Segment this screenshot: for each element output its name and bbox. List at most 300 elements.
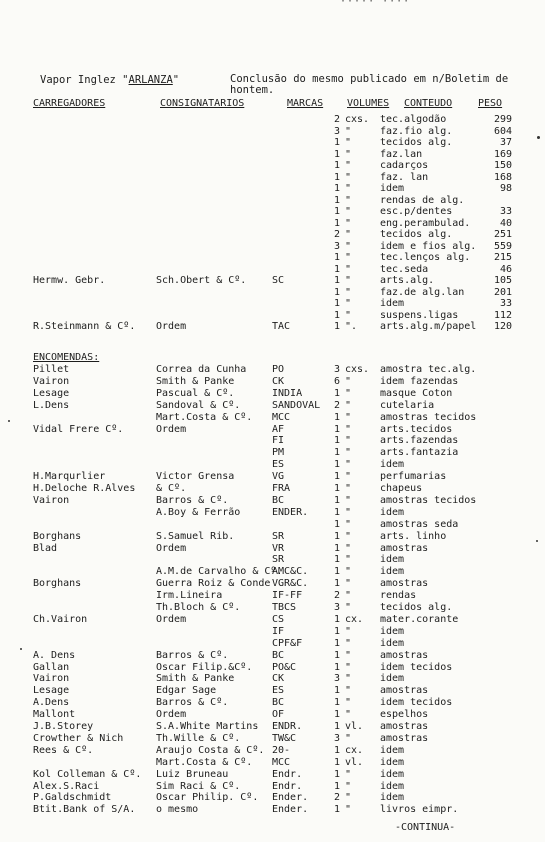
consignee-cell: Smith & Panke: [156, 375, 235, 387]
header-volumes: VOLUMES: [347, 98, 390, 109]
parcel-row: [0, 447, 545, 458]
content-cell: cutelaria: [380, 399, 435, 411]
cargo-row: [0, 195, 545, 206]
unit-cell: ": [345, 252, 352, 263]
unit-cell: ": [345, 229, 352, 240]
weight-cell: 559: [493, 240, 512, 252]
cargo-row: [0, 264, 545, 275]
unit-cell: ": [345, 459, 352, 471]
quantity-cell: 1: [333, 685, 340, 697]
quantity-cell: 3: [333, 602, 340, 613]
content-cell: amostras: [380, 649, 429, 661]
ink-speck: [537, 136, 540, 139]
quantity-cell: 1: [333, 661, 340, 673]
shipper-cell: Crowther & Nich: [33, 732, 124, 744]
quantity-cell: 1: [333, 286, 340, 298]
unit-cell: ": [345, 125, 352, 137]
parcel-row: [0, 566, 545, 577]
quantity-cell: 1: [333, 263, 340, 275]
marks-cell: TW&C: [272, 732, 297, 744]
quantity-cell: 1: [333, 183, 340, 194]
quantity-cell: 1: [333, 578, 340, 590]
unit-cell: ": [345, 625, 352, 637]
unit-cell: ": [345, 298, 352, 309]
parcel-row: [0, 792, 545, 803]
content-cell: livros eimpr.: [380, 804, 459, 816]
marks-cell: Ender.: [272, 804, 309, 816]
consignee-cell: Correa da Cunha: [156, 364, 247, 375]
marks-cell: FI: [272, 435, 285, 447]
quantity-cell: 1: [333, 252, 340, 263]
marks-cell: ENDR.: [272, 721, 303, 732]
quantity-cell: 1: [333, 171, 340, 183]
weight-cell: 604: [493, 125, 512, 137]
vessel-suffix: ": [172, 74, 180, 86]
unit-cell: ": [345, 804, 352, 816]
quantity-cell: 1: [333, 518, 340, 530]
weight-cell: 98: [499, 183, 512, 194]
shipper-cell: A.Dens: [33, 697, 70, 709]
shipper-cell: Vidal Frere Cº.: [33, 423, 124, 435]
parcel-row: [0, 578, 545, 589]
marks-cell: MCC: [272, 756, 291, 768]
marks-cell: INDIA: [272, 387, 303, 399]
unit-cell: ": [345, 447, 352, 459]
shipper-cell: Pillet: [33, 364, 70, 375]
marks-cell: TBCS: [272, 602, 297, 613]
content-cell: idem tecidos: [380, 697, 453, 709]
marks-cell: CS: [272, 613, 285, 625]
continua-label: -CONTINUA-: [395, 822, 456, 833]
unit-cell: ": [345, 435, 352, 447]
consignee-cell: Oscar Filip.&Cº.: [156, 661, 253, 673]
parcel-row: [0, 435, 545, 446]
parcel-row: [0, 400, 545, 411]
quantity-cell: 1: [333, 494, 340, 506]
content-cell: idem fazendas: [380, 375, 459, 387]
unit-cell: ": [345, 697, 352, 709]
parcel-row: [0, 673, 545, 684]
quantity-cell: 1: [333, 721, 340, 732]
quantity-cell: 1: [333, 160, 340, 171]
shipper-cell: R.Steinmann & Cº.: [33, 321, 136, 332]
consignee-cell: Luiz Bruneau: [156, 768, 229, 780]
unit-cell: ": [345, 183, 352, 194]
weight-cell: 169: [493, 148, 512, 160]
quantity-cell: 3: [333, 732, 340, 744]
unit-cell: ": [345, 286, 352, 298]
marks-cell: Endr.: [272, 768, 303, 780]
parcel-row: [0, 769, 545, 780]
shipper-cell: Kol Colleman & Cº.: [33, 768, 142, 780]
marks-cell: BC: [272, 697, 285, 709]
cargo-row: [0, 172, 545, 183]
consignee-cell: Ordem: [156, 613, 187, 625]
parcel-row: [0, 554, 545, 565]
marks-cell: ENDER.: [272, 506, 309, 518]
content-cell: arts. linho: [380, 530, 447, 542]
quantity-cell: 1: [333, 649, 340, 661]
consignee-cell: Mart.Costa & Cº.: [156, 411, 253, 423]
consignee-cell: S.A.White Martins: [156, 721, 259, 732]
consignee-cell: & Cº.: [156, 483, 187, 494]
quantity-cell: 6: [333, 375, 340, 387]
parcel-row: [0, 721, 545, 732]
content-cell: amostra tec.alg.: [380, 364, 477, 375]
consignee-cell: Th.Wille & Cº.: [156, 732, 241, 744]
consignee-cell: Ordem: [156, 542, 187, 554]
unit-cell: ": [345, 387, 352, 399]
content-cell: masque Coton: [380, 387, 453, 399]
parcel-row: [0, 531, 545, 542]
shipper-cell: Borghans: [33, 530, 82, 542]
quantity-cell: 2: [333, 229, 340, 240]
ink-speck: [20, 648, 22, 650]
shipper-cell: Alex.S.Raci: [33, 780, 100, 792]
content-cell: eng.perambulad.: [380, 217, 471, 229]
unit-cell: ": [345, 649, 352, 661]
quantity-cell: 1: [333, 756, 340, 768]
marks-cell: AMC&C.: [272, 566, 309, 578]
consignee-cell: Araujo Costa & Cº.: [156, 744, 265, 756]
content-cell: idem tecidos: [380, 661, 453, 673]
unit-cell: ": [345, 792, 352, 804]
marks-cell: CK: [272, 375, 285, 387]
marks-cell: IF: [272, 625, 285, 637]
marks-cell: MCC: [272, 411, 291, 423]
quantity-cell: 1: [333, 423, 340, 435]
marks-cell: PO: [272, 364, 285, 375]
content-cell: tec.algodão: [380, 114, 447, 125]
content-cell: idem: [380, 744, 405, 756]
vessel-name: ARLANZA: [128, 74, 173, 86]
parcel-row: [0, 650, 545, 661]
unit-cell: ": [345, 530, 352, 542]
quantity-cell: 1: [333, 744, 340, 756]
unit-cell: ": [345, 673, 352, 685]
ink-speck: [8, 420, 10, 422]
quantity-cell: 1: [333, 506, 340, 518]
consignee-cell: Guerra Roiz & Conde: [156, 578, 271, 590]
shipper-cell: A. Dens: [33, 649, 76, 661]
content-cell: tecidos alg.: [380, 602, 453, 613]
marks-cell: 20-: [272, 744, 291, 756]
weight-cell: 46: [499, 263, 512, 275]
quantity-cell: 2: [333, 399, 340, 411]
consignee-cell: Th.Bloch & Cº.: [156, 602, 241, 613]
parcel-row: [0, 376, 545, 387]
parcel-row: [0, 733, 545, 744]
content-cell: rendas: [380, 590, 417, 602]
quantity-cell: 1: [333, 804, 340, 816]
vessel-prefix: Vapor Inglez ": [40, 74, 129, 86]
quantity-cell: 1: [333, 275, 340, 286]
cargo-row: [0, 218, 545, 229]
parcel-row: [0, 662, 545, 673]
consignee-cell: A.M.de Carvalho & Cº.: [156, 566, 283, 578]
quantity-cell: 1: [333, 206, 340, 217]
unit-cell: vl.: [345, 756, 364, 768]
quantity-cell: 3: [333, 673, 340, 685]
unit-cell: ": [345, 661, 352, 673]
unit-cell: ": [345, 483, 352, 494]
cargo-row: [0, 229, 545, 240]
consignee-cell: Ordem: [156, 709, 187, 721]
quantity-cell: 1: [333, 217, 340, 229]
weight-cell: 33: [499, 298, 512, 309]
unit-cell: ": [345, 137, 352, 148]
content-cell: mater.corante: [380, 613, 459, 625]
parcel-row: [0, 685, 545, 696]
content-cell: esc.p/dentes: [380, 206, 453, 217]
quantity-cell: 1: [333, 530, 340, 542]
parcel-row: [0, 745, 545, 756]
marks-cell: IF-FF: [272, 590, 303, 602]
content-cell: idem: [380, 768, 405, 780]
content-cell: idem: [380, 792, 405, 804]
quantity-cell: 1: [333, 471, 340, 483]
cargo-row: [0, 206, 545, 217]
unit-cell: ": [345, 148, 352, 160]
content-cell: rendas de alg.: [380, 194, 465, 206]
unit-cell: cx.: [345, 744, 364, 756]
content-cell: amostras: [380, 685, 429, 697]
quantity-cell: 2: [333, 114, 340, 125]
shipper-cell: Rees & Cº.: [33, 744, 94, 756]
quantity-cell: 1: [333, 613, 340, 625]
content-cell: idem e fios alg.: [380, 240, 477, 252]
parcel-row: [0, 709, 545, 720]
parcel-row: [0, 543, 545, 554]
parcel-row: [0, 364, 545, 375]
marks-cell: BC: [272, 494, 285, 506]
quantity-cell: 1: [333, 625, 340, 637]
content-cell: cadarços: [380, 160, 429, 171]
shipper-cell: Ch.Vairon: [33, 613, 88, 625]
content-cell: idem: [380, 756, 405, 768]
unit-cell: ": [345, 423, 352, 435]
quantity-cell: 1: [333, 148, 340, 160]
consignee-cell: Edgar Sage: [156, 685, 217, 697]
shipper-cell: H.Deloche R.Alves: [33, 483, 136, 494]
parcel-row: [0, 757, 545, 768]
marks-cell: ES: [272, 685, 285, 697]
shipper-cell: Hermw. Gebr.: [33, 275, 106, 286]
content-cell: tec.lenços alg.: [380, 252, 471, 263]
content-cell: amostras: [380, 578, 429, 590]
content-cell: idem: [380, 673, 405, 685]
unit-cell: cxs.: [345, 114, 370, 125]
quantity-cell: 1: [333, 411, 340, 423]
unit-cell: ": [345, 240, 352, 252]
content-cell: perfumarias: [380, 471, 447, 483]
marks-cell: PM: [272, 447, 285, 459]
unit-cell: ": [345, 375, 352, 387]
unit-cell: ": [345, 506, 352, 518]
unit-cell: ": [345, 309, 352, 321]
marks-cell: VG: [272, 471, 285, 483]
parcel-row: [0, 781, 545, 792]
weight-cell: 215: [493, 252, 512, 263]
unit-cell: ".: [345, 321, 358, 332]
ink-speck: [536, 540, 538, 542]
content-cell: chapeus: [380, 483, 423, 494]
shipper-cell: Lesage: [33, 685, 70, 697]
header-marks: MARCAS: [287, 98, 324, 109]
shipper-cell: Vairon: [33, 494, 70, 506]
unit-cell: ": [345, 554, 352, 566]
encomendas-label: ENCOMENDAS:: [33, 352, 100, 363]
cargo-row: [0, 321, 545, 332]
shipper-cell: Lesage: [33, 387, 70, 399]
content-cell: amostras tecidos: [380, 411, 477, 423]
quantity-cell: 1: [333, 435, 340, 447]
unit-cell: ": [345, 709, 352, 721]
marks-cell: CPF&F: [272, 637, 303, 649]
parcel-row: [0, 483, 545, 494]
unit-cell: ": [345, 518, 352, 530]
quantity-cell: 1: [333, 709, 340, 721]
content-cell: amostras: [380, 542, 429, 554]
cargo-row: [0, 252, 545, 263]
marks-cell: SR: [272, 554, 285, 566]
shipper-cell: Mallont: [33, 709, 76, 721]
quantity-cell: 1: [333, 447, 340, 459]
parcel-row: [0, 697, 545, 708]
header-consignees: CONSIGNATARIOS: [160, 98, 245, 109]
unit-cell: ": [345, 768, 352, 780]
marks-cell: TAC: [272, 321, 291, 332]
cargo-row: [0, 287, 545, 298]
parcel-row: [0, 804, 545, 815]
parcel-row: [0, 614, 545, 625]
consignee-cell: Irm.Lineira: [156, 590, 223, 602]
quantity-cell: 1: [333, 542, 340, 554]
weight-cell: 201: [493, 286, 512, 298]
weight-cell: 120: [493, 321, 512, 332]
unit-cell: ": [345, 275, 352, 286]
parcel-row: [0, 507, 545, 518]
weight-cell: 40: [499, 217, 512, 229]
cargo-row: [0, 310, 545, 321]
shipper-cell: Gallan: [33, 661, 70, 673]
unit-cell: ": [345, 217, 352, 229]
unit-cell: ": [345, 732, 352, 744]
unit-cell: cx.: [345, 613, 364, 625]
content-cell: arts.tecidos: [380, 423, 453, 435]
shipper-cell: Vairon: [33, 375, 70, 387]
quantity-cell: 1: [333, 637, 340, 649]
quantity-cell: 1: [333, 137, 340, 148]
consignee-cell: Sandoval & Cº.: [156, 399, 241, 411]
consignee-cell: Pascual & Cº.: [156, 387, 235, 399]
consignee-cell: Sim Raci & Cº.: [156, 780, 241, 792]
cargo-row: [0, 137, 545, 148]
quantity-cell: 1: [333, 387, 340, 399]
shipper-cell: L.Dens: [33, 399, 70, 411]
marks-cell: SANDOVAL: [272, 399, 321, 411]
content-cell: arts.alg.: [380, 275, 435, 286]
consignee-cell: o mesmo: [156, 804, 199, 816]
parcel-row: [0, 459, 545, 470]
parcel-row: [0, 388, 545, 399]
content-cell: faz. lan: [380, 171, 429, 183]
content-cell: idem: [380, 298, 405, 309]
content-cell: idem: [380, 625, 405, 637]
marks-cell: ES: [272, 459, 285, 471]
unit-cell: ": [345, 206, 352, 217]
parcel-row: [0, 471, 545, 482]
content-cell: tecidos alg.: [380, 229, 453, 240]
unit-cell: ": [345, 566, 352, 578]
parcel-row: [0, 412, 545, 423]
parcel-row: [0, 519, 545, 530]
weight-cell: 112: [493, 309, 512, 321]
quantity-cell: 1: [333, 298, 340, 309]
content-cell: amostras tecidos: [380, 494, 477, 506]
quantity-cell: 1: [333, 194, 340, 206]
unit-cell: ": [345, 399, 352, 411]
cargo-row: [0, 160, 545, 171]
weight-cell: 168: [493, 171, 512, 183]
quantity-cell: 1: [333, 780, 340, 792]
quantity-cell: 1: [333, 309, 340, 321]
top-fragment: ····· ····: [340, 0, 411, 7]
consignee-cell: Oscar Philip. Cº.: [156, 792, 259, 804]
parcel-row: [0, 424, 545, 435]
unit-cell: ": [345, 411, 352, 423]
continua-row: [0, 822, 545, 833]
consignee-cell: Ordem: [156, 423, 187, 435]
content-cell: faz.lan: [380, 148, 423, 160]
quantity-cell: 1: [333, 697, 340, 709]
shipper-cell: Vairon: [33, 673, 70, 685]
shipper-cell: J.B.Storey: [33, 721, 94, 732]
unit-cell: ": [345, 590, 352, 602]
marks-cell: FRA: [272, 483, 291, 494]
cargo-row: [0, 114, 545, 125]
unit-cell: ": [345, 494, 352, 506]
weight-cell: 150: [493, 160, 512, 171]
cargo-row: [0, 275, 545, 286]
quantity-cell: 2: [333, 792, 340, 804]
quantity-cell: 1: [333, 554, 340, 566]
content-cell: amostras: [380, 721, 429, 732]
quantity-cell: 1: [333, 566, 340, 578]
cargo-row: [0, 241, 545, 252]
marks-cell: PO&C: [272, 661, 297, 673]
header-contents: CONTEUDO: [404, 98, 453, 109]
consignee-cell: S.Samuel Rib.: [156, 530, 235, 542]
quantity-cell: 3: [333, 125, 340, 137]
unit-cell: ": [345, 471, 352, 483]
shipper-cell: Blad: [33, 542, 58, 554]
marks-cell: VR: [272, 542, 285, 554]
shipper-cell: Borghans: [33, 578, 82, 590]
content-cell: suspens.ligas: [380, 309, 459, 321]
unit-cell: ": [345, 263, 352, 275]
content-cell: tecidos alg.: [380, 137, 453, 148]
header-weight: PESO: [478, 98, 503, 109]
cargo-row: [0, 183, 545, 194]
marks-cell: AF: [272, 423, 285, 435]
content-cell: idem: [380, 554, 405, 566]
weight-cell: 37: [499, 137, 512, 148]
cargo-row: [0, 149, 545, 160]
quantity-cell: 2: [333, 590, 340, 602]
unit-cell: ": [345, 780, 352, 792]
marks-cell: SC: [272, 275, 285, 286]
